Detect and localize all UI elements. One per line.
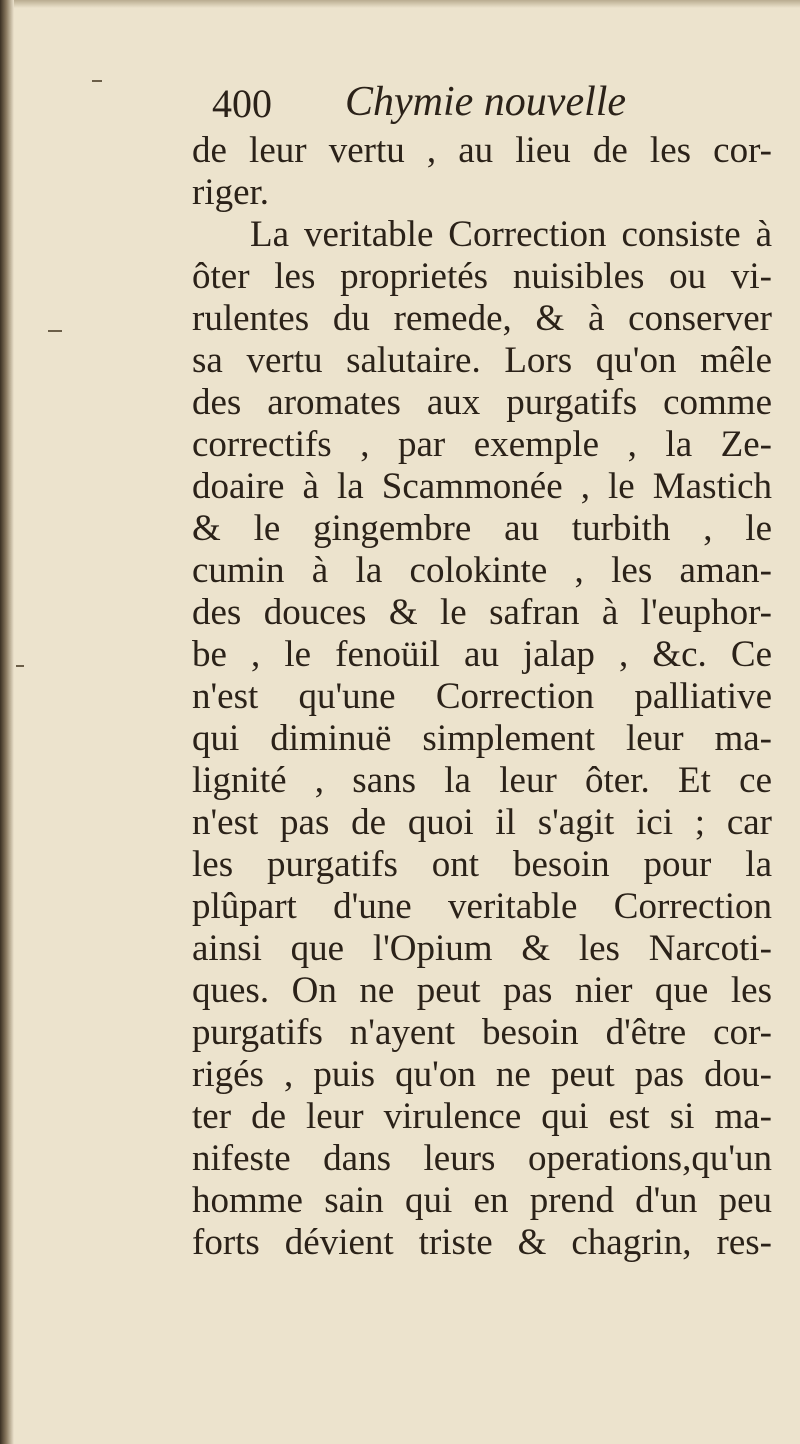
- text-line: doaire à la Scammonée , le Mastich: [192, 466, 772, 507]
- text-body: [192, 130, 772, 1264]
- text-line: ter de leur virulence qui est si ma-: [192, 1096, 772, 1137]
- margin-mark: [92, 80, 102, 82]
- text-line: des douces & le safran à l'euphor-: [192, 592, 772, 633]
- text-line: ques. On ne peut pas nier que les: [192, 970, 772, 1011]
- text-line: des aromates aux purgatifs comme: [192, 382, 772, 423]
- text-line: ôter les proprietés nuisibles ou vi-: [192, 256, 772, 297]
- text-line: correctifs , par exemple , la Ze-: [192, 424, 772, 465]
- text-line: riger.: [192, 172, 270, 213]
- text-line: ainsi que l'Opium & les Narcoti-: [192, 928, 772, 969]
- running-title: Chymie nouvelle: [345, 79, 627, 125]
- text-line: qui diminuë simplement leur ma-: [192, 718, 772, 759]
- text-line: forts dévient triste & chagrin, res-: [192, 1222, 772, 1263]
- page-top-edge: [14, 0, 800, 8]
- text-line: La veritable Correction consiste à: [250, 214, 772, 255]
- binding-shadow: [0, 0, 14, 1444]
- text-line: lignité , sans la leur ôter. Et ce: [192, 760, 772, 801]
- text-line: plûpart d'une veritable Correction: [192, 886, 772, 927]
- text-line: n'est qu'une Correction palliative: [192, 676, 772, 717]
- text-line: & le gingembre au turbith , le: [192, 508, 772, 549]
- text-line: sa vertu salutaire. Lors qu'on mêle: [192, 340, 772, 381]
- text-line: les purgatifs ont besoin pour la: [192, 844, 772, 885]
- text-line: rulentes du remede, & à conserver: [192, 298, 772, 339]
- text-line: n'est pas de quoi il s'agit ici ; car: [192, 802, 772, 843]
- page-header: [200, 72, 780, 132]
- text-line: be , le fenoüil au jalap , &c. Ce: [192, 634, 772, 675]
- text-line: de leur vertu , au lieu de les cor-: [192, 130, 772, 171]
- text-line: cumin à la colokinte , les aman-: [192, 550, 772, 591]
- text-line: purgatifs n'ayent besoin d'être cor-: [192, 1012, 772, 1053]
- page-number: 400: [212, 81, 272, 126]
- text-line: nifeste dans leurs operations,qu'un: [192, 1138, 772, 1179]
- text-line: homme sain qui en prend d'un peu: [192, 1180, 772, 1221]
- text-line: rigés , puis qu'on ne peut pas dou-: [192, 1054, 772, 1095]
- margin-mark: [48, 330, 62, 332]
- margin-mark: [16, 665, 24, 667]
